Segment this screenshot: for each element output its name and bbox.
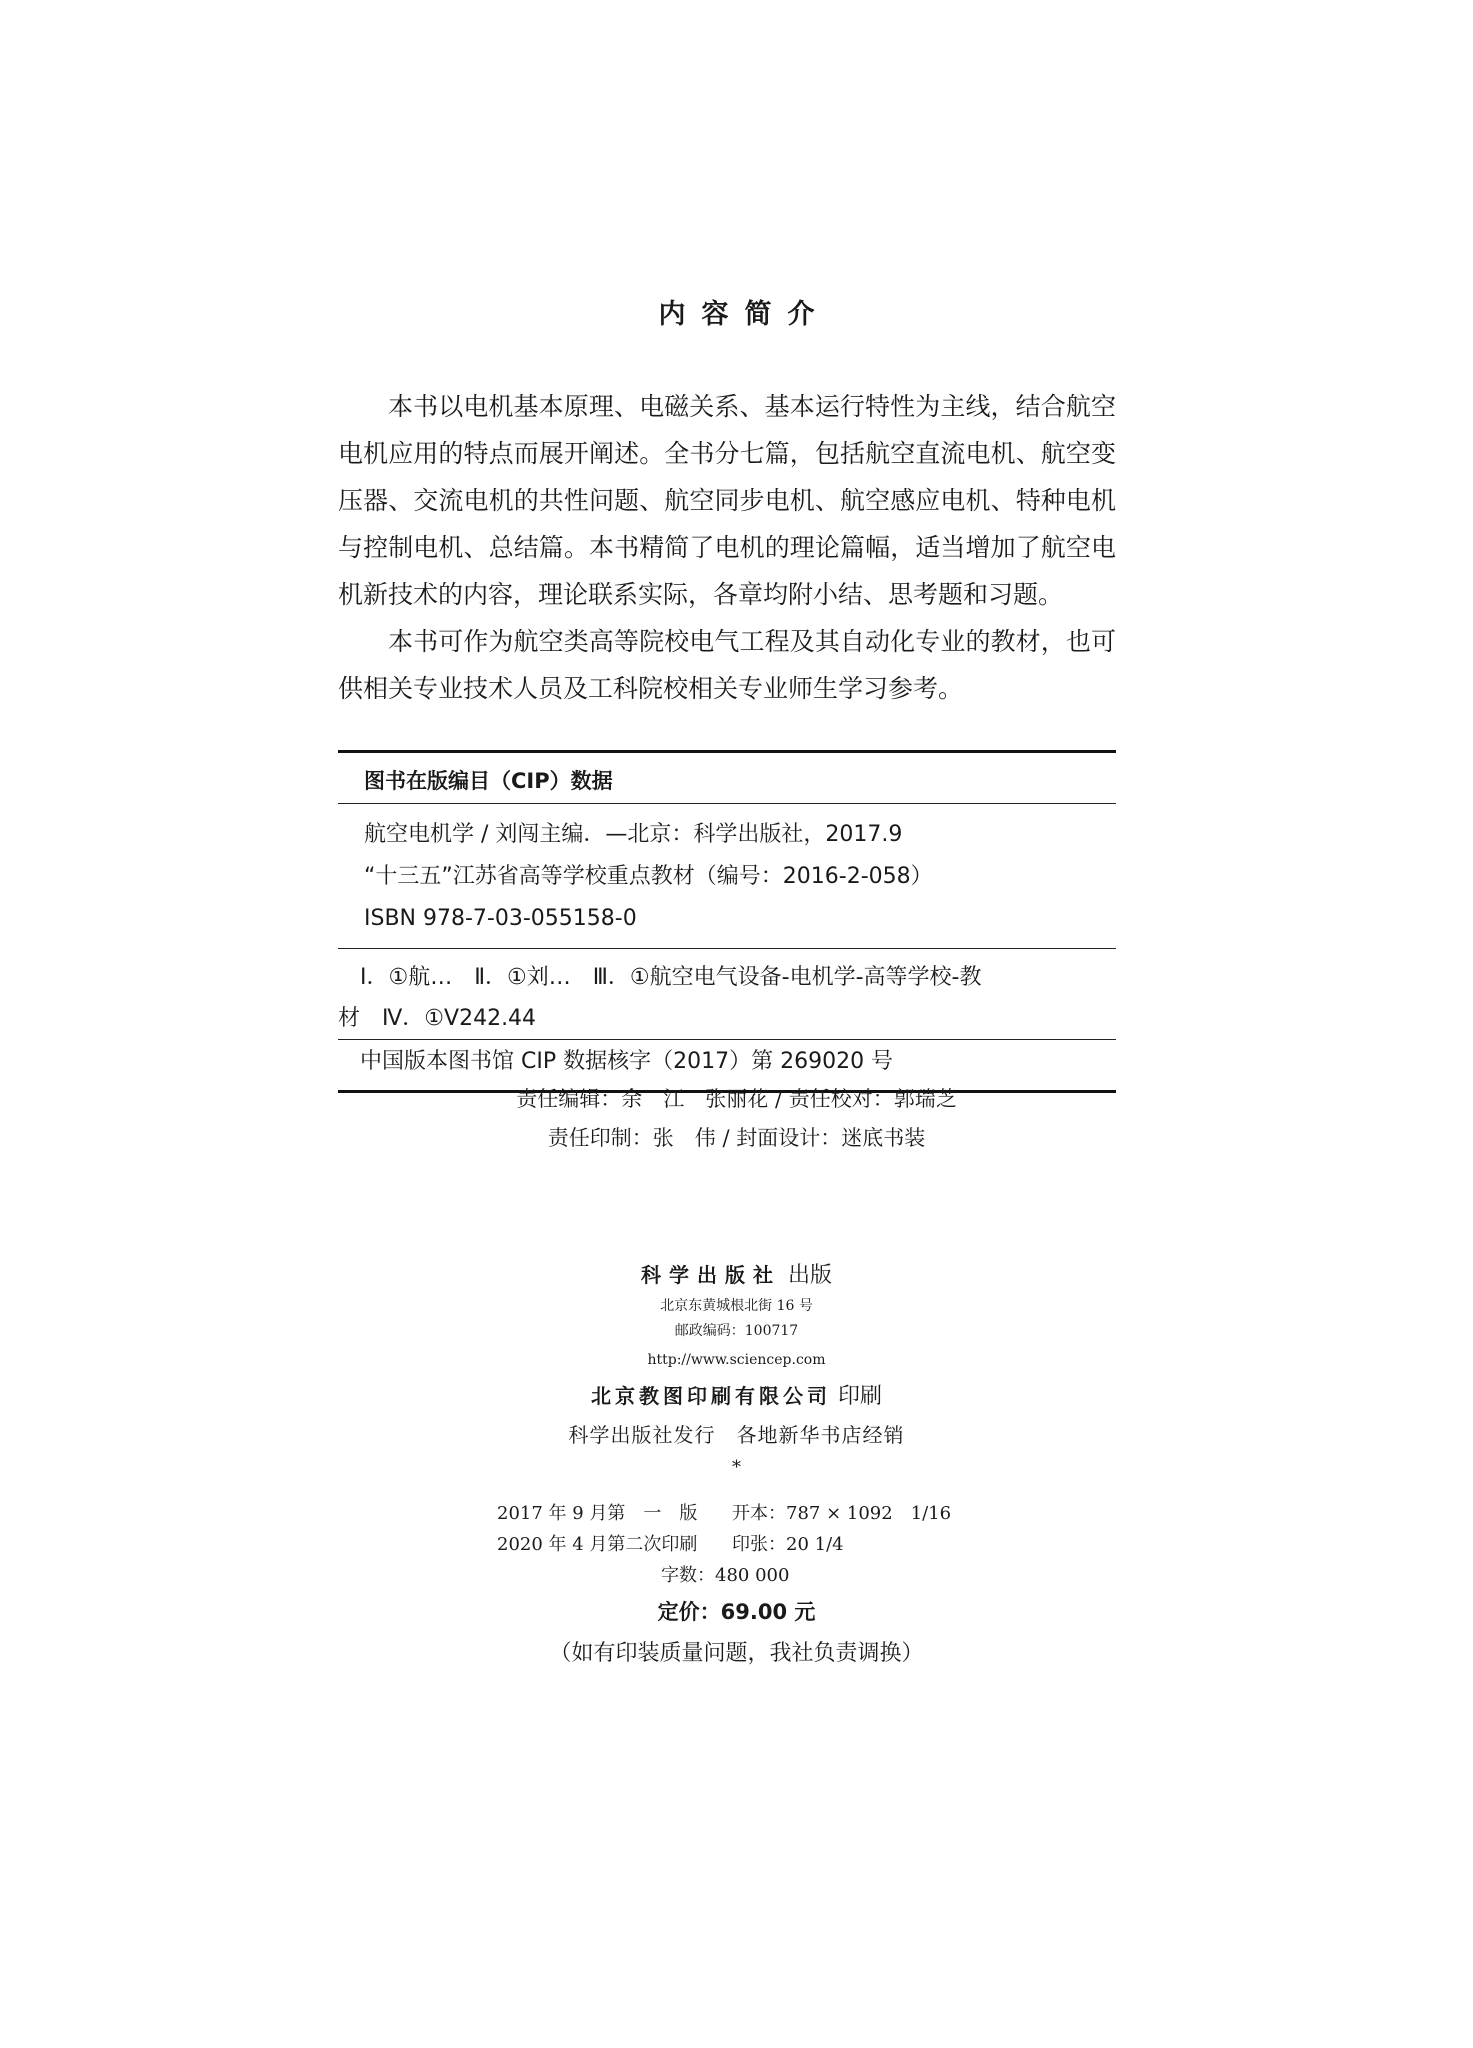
cip-entry: [338, 804, 1116, 948]
edition-row: [0, 1529, 1473, 1560]
summary-title: 内容简介: [658, 299, 831, 330]
cip-class-line: 材 Ⅳ．①V242.44: [338, 1006, 537, 1031]
printer-line: [0, 1379, 1473, 1419]
credits-row: 责任印制：张 伟 / 封面设计：迷底书装: [547, 1126, 926, 1150]
printer-name: 北京教图印刷有限公司: [590, 1384, 831, 1408]
word-count: 字数：480 000: [661, 1565, 790, 1586]
price: 定价：69.00 元: [657, 1600, 816, 1624]
publisher-suffix: 出版: [787, 1263, 832, 1288]
publisher-line: [0, 1258, 1473, 1294]
distribution: 科学出版社发行 各地新华书店经销: [568, 1423, 905, 1447]
imprint: [0, 1258, 1473, 1491]
separator-star: *: [732, 1457, 741, 1478]
publisher-name: 科学出版社: [640, 1263, 781, 1287]
credits: [0, 1080, 1473, 1158]
cip-line: “十三五”江苏省高等学校重点教材（编号：2016-2-058）: [364, 864, 933, 889]
publisher-postcode: 邮政编码：100717: [674, 1323, 799, 1339]
cip-title: 图书在版编目（CIP）数据: [364, 769, 613, 793]
quality-note: （如有印装质量问题，我社负责调换）: [549, 1641, 924, 1666]
summary-text: [338, 383, 1116, 712]
edition-info: [0, 1498, 1473, 1591]
printer-suffix: 印刷: [837, 1384, 882, 1409]
first-edition: 2017 年 9 月第 一 版: [497, 1503, 698, 1524]
credits-row: 责任编辑：余 江 张丽花 / 责任校对：郭瑞芝: [516, 1087, 957, 1111]
cip-class-line: Ⅰ．①航… Ⅱ．①刘… Ⅲ．①航空电气设备-电机学-高等学校-教: [360, 965, 982, 990]
summary-paragraph: 本书以电机基本原理、电磁关系、基本运行特性为主线，结合航空电机应用的特点而展开阐述。全书分七篇，包括航空直流电机、航空变压器、交流电机的共性问题、航空同步电机、航空感应电机、特种电机与控制电机、总结篇。本书精简了电机的理论篇幅，适当增加了航空电机新技术的内容，理论联系实际，各章均附小结、思考题和习题。: [338, 392, 1116, 609]
publisher-address: 北京东黄城根北街 16 号: [660, 1298, 813, 1314]
print-sheets: 印张：20 1/4: [732, 1534, 844, 1555]
cip-isbn: ISBN 978-7-03-055158-0: [364, 906, 637, 931]
print-run: 2020 年 4 月第二次印刷: [497, 1534, 698, 1555]
cip-block: [338, 750, 1116, 1093]
book-format: 开本：787 × 1092 1/16: [732, 1503, 952, 1524]
cip-classification: [338, 949, 1116, 1039]
publisher-website: http://www.sciencep.com: [647, 1352, 826, 1368]
summary-paragraph: 本书可作为航空类高等院校电气工程及其自动化专业的教材，也可供相关专业技术人员及工科院校相关专业师生学习参考。: [338, 627, 1116, 703]
cip-line: 航空电机学 / 刘闯主编．—北京：科学出版社，2017.9: [364, 822, 903, 847]
cip-record-number: 中国版本图书馆 CIP 数据核字（2017）第 269020 号: [360, 1049, 894, 1074]
edition-row: [0, 1498, 1473, 1529]
edition-row: [0, 1560, 1473, 1591]
